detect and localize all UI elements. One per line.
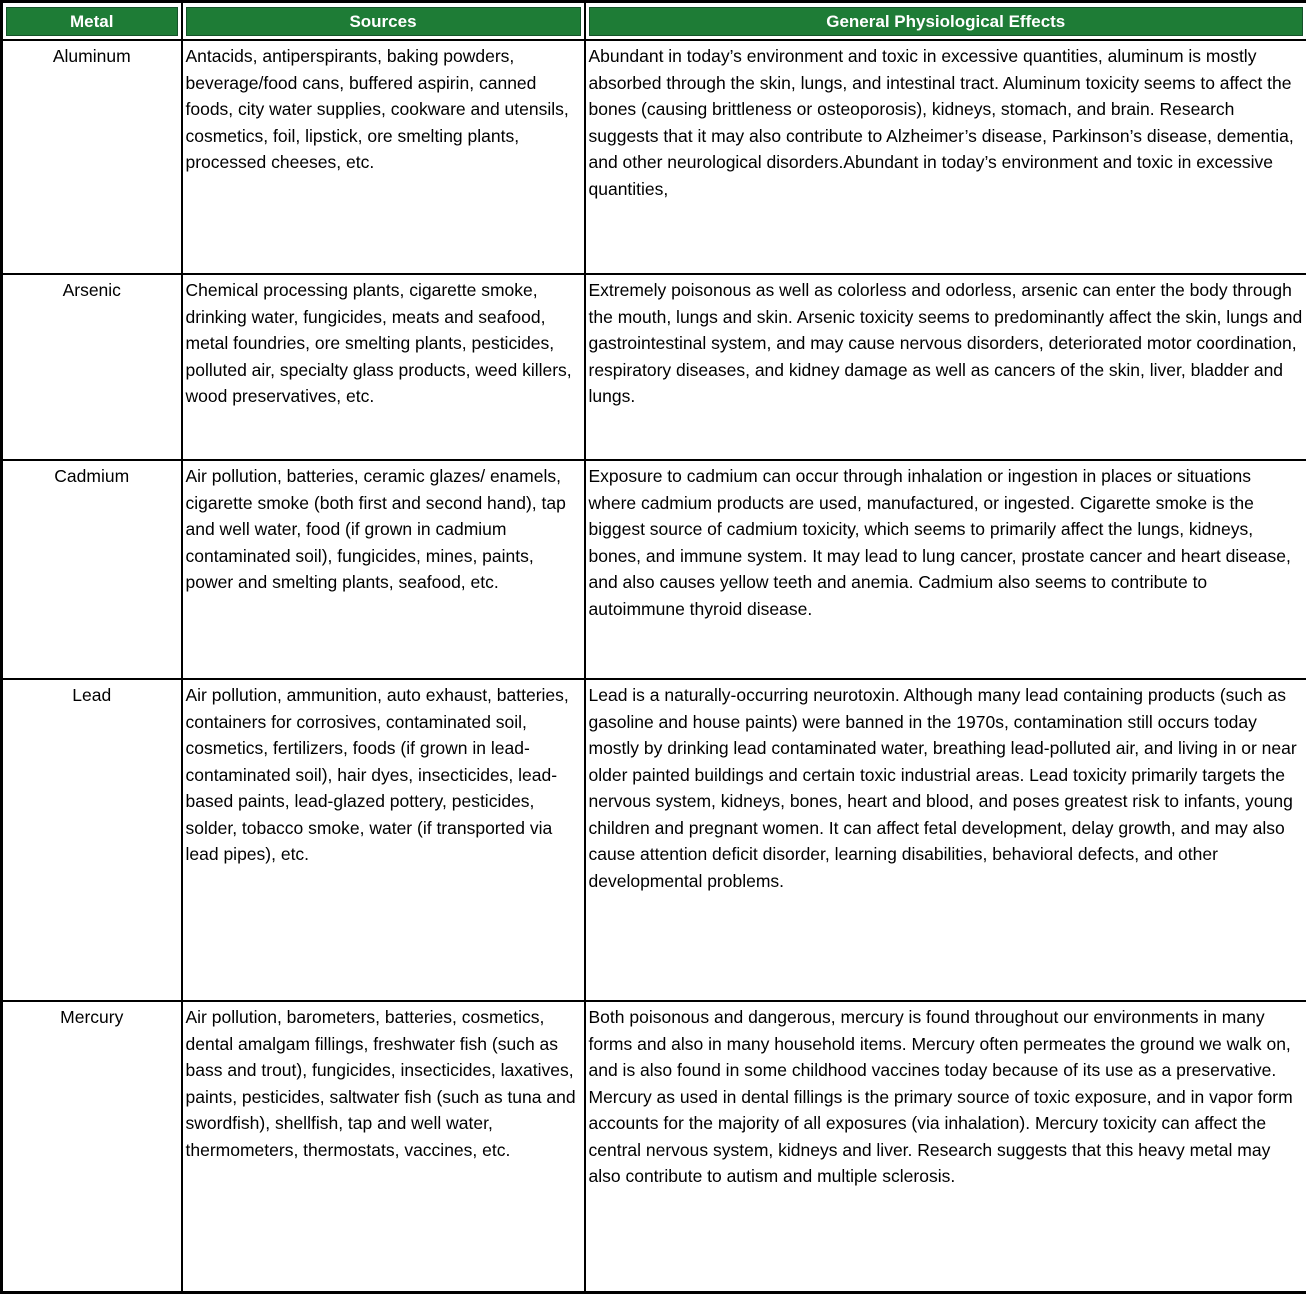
effects-cell-cadmium: Exposure to cadmium can occur through inhalation or ingestion in places or situations where cadmium products are used, manufactured, or ingested. Cigarette smoke is the biggest source of cadmium toxicity, which seems to primarily affect the lungs, kidneys, bones, and immune system. It may lead to lung cancer, prostate cancer and heart disease, and also causes yellow teeth and anemia. Cadmium also seems to contribute to autoimmune thyroid disease. — [585, 460, 1306, 679]
metal-name-cadmium: Cadmium — [2, 460, 182, 679]
header-cell-metal — [2, 2, 182, 41]
table-row-cadmium — [2, 460, 1306, 679]
table-row-mercury — [2, 1001, 1306, 1292]
metal-name-lead: Lead — [2, 679, 182, 1001]
header-cell-effects — [585, 2, 1306, 41]
sources-cell-arsenic: Chemical processing plants, cigarette smoke, drinking water, fungicides, meats and seafood, metal foundries, ore smelting plants, pesticides, polluted air, specialty glass products, weed killers, wood preservatives, etc. — [182, 274, 585, 460]
metal-name-aluminum: Aluminum — [2, 40, 182, 274]
sources-cell-lead: Air pollution, ammunition, auto exhaust, batteries, containers for corrosives, contaminated soil, cosmetics, fertilizers, foods (if grown in lead-contaminated soil), hair dyes, insecticides, lead-based paints, lead-glazed pottery, pesticides, solder, tobacco smoke, water (if transported via lead pipes), etc. — [182, 679, 585, 1001]
table-row-aluminum — [2, 40, 1306, 274]
header-row — [2, 2, 1306, 41]
header-cell-sources — [182, 2, 585, 41]
effects-cell-lead: Lead is a naturally-occurring neurotoxin. Although many lead containing products (such as gasoline and house paints) were banned in the 1970s, contamination still occurs today mostly by drinking lead contaminated water, breathing lead-polluted air, and living in or near older painted buildings and certain toxic industrial areas. Lead toxicity primarily targets the nervous system, kidneys, bones, heart and blood, and poses greatest risk to infants, young children and pregnant women. It can affect fetal development, delay growth, and may also cause attention deficit disorder, learning disabilities, behavioral defects, and other developmental problems. — [585, 679, 1306, 1001]
table-row-lead — [2, 679, 1306, 1001]
metal-name-arsenic: Arsenic — [2, 274, 182, 460]
header-label-effects: General Physiological Effects — [589, 7, 1304, 36]
sources-cell-mercury: Air pollution, barometers, batteries, cosmetics, dental amalgam fillings, freshwater fish (such as bass and trout), fungicides, insecticides, laxatives, paints, pesticides, saltwater fish (such as tuna and swordfish), shellfish, tap and well water, thermometers, thermostats, vaccines, etc. — [182, 1001, 585, 1292]
header-label-sources: Sources — [186, 7, 581, 36]
table-row-arsenic — [2, 274, 1306, 460]
sources-cell-aluminum: Antacids, antiperspirants, baking powders, beverage/food cans, buffered aspirin, canned foods, city water supplies, cookware and utensils, cosmetics, foil, lipstick, ore smelting plants, processed cheeses, etc. — [182, 40, 585, 274]
metal-name-mercury: Mercury — [2, 1001, 182, 1292]
sources-cell-cadmium: Air pollution, batteries, ceramic glazes/ enamels, cigarette smoke (both first and second hand), tap and well water, food (if grown in cadmium contaminated soil), fungicides, mines, paints, power and smelting plants, seafood, etc. — [182, 460, 585, 679]
effects-cell-aluminum: Abundant in today’s environment and toxic in excessive quantities, aluminum is mostly absorbed through the skin, lungs, and intestinal tract. Aluminum toxicity seems to affect the bones (causing brittleness or osteoporosis), kidneys, stomach, and brain. Research suggests that it may also contribute to Alzheimer’s disease, Parkinson’s disease, dementia, and other neurological disorders.Abundant in today’s environment and toxic in excessive quantities, — [585, 40, 1306, 274]
header-label-metal: Metal — [6, 7, 178, 36]
effects-cell-arsenic: Extremely poisonous as well as colorless and odorless, arsenic can enter the body through the mouth, lungs and skin. Arsenic toxicity seems to predominantly affect the skin, lungs and gastrointestinal system, and may cause nervous disorders, deteriorated motor coordination, respiratory diseases, and kidney damage as well as cancers of the skin, liver, bladder and lungs. — [585, 274, 1306, 460]
effects-cell-mercury: Both poisonous and dangerous, mercury is found throughout our environments in many forms and also in many household items. Mercury often permeates the ground we walk on, and is also found in some childhood vaccines today because of its use as a preservative. Mercury as used in dental fillings is the primary source of toxic exposure, and in vapor form accounts for the majority of all exposures (via inhalation). Mercury toxicity can affect the central nervous system, kidneys and liver. Research suggests that this heavy metal may also contribute to autism and multiple sclerosis. — [585, 1001, 1306, 1292]
